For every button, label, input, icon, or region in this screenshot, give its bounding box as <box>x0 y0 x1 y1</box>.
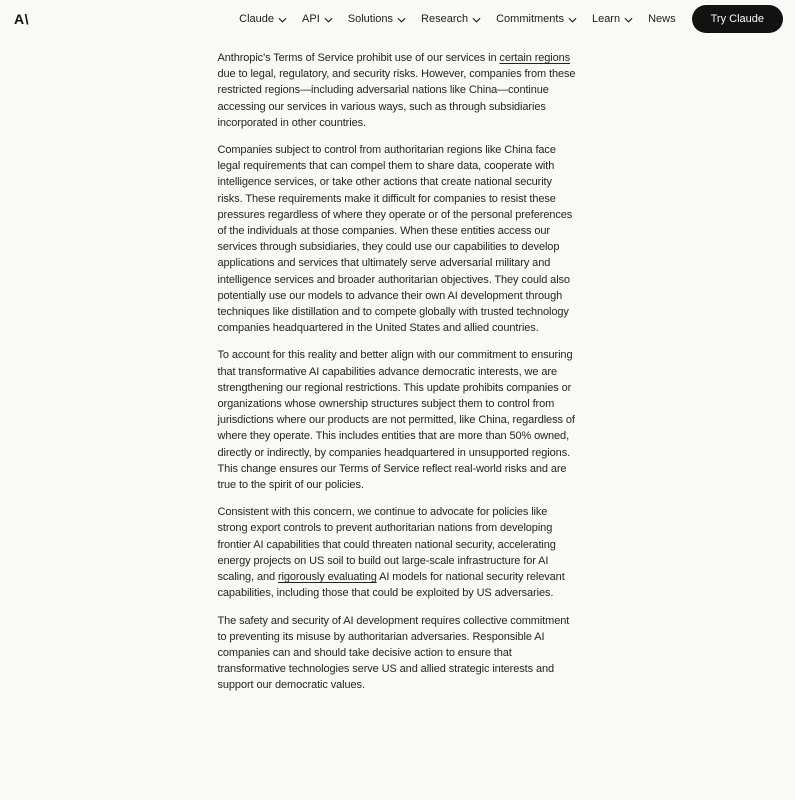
nav-item-research[interactable] <box>421 13 481 25</box>
paragraph <box>218 142 578 336</box>
paragraph-text: The safety and security of AI development requires collective commitment to preventing its misuse by authoritarian adversaries. Responsible AI companies can and should take decisive action to ensure that transformative technologies serve US and allied strategic interests and support our democratic values. <box>217 614 570 692</box>
chevron-down-icon <box>278 17 287 23</box>
paragraph-text: Companies subject to control from authoritarian regions like China face legal requirements that can compel them to share data, cooperate with intelligence services, or take other actions that create national security risks. These requirements make it difficult for companies to resist these pressures regardless of where they operate or of the personal preferences of the individuals at those companies. When these entities access our services through subsidiaries, they could use our capabilities to develop applications and services that ultimately serve adversarial military and intelligence services and broader authoritarian objectives. They could also potentially use our models to advance their own AI development through techniques like distillation and to compete globally with trusted technology companies headquartered in the United States and allied countries. <box>217 144 573 335</box>
article-body <box>218 38 578 705</box>
site-header <box>0 0 795 38</box>
try-claude-button[interactable]: Try Claude <box>692 5 783 33</box>
chevron-down-icon <box>624 17 633 23</box>
paragraph-text: AI models for national security relevant capabilities, including those that could be exploited by US adversaries. <box>217 571 565 600</box>
header-right <box>239 5 783 33</box>
paragraph <box>218 347 578 493</box>
page-main <box>0 38 795 705</box>
nav-item-label: Learn <box>591 13 621 25</box>
chevron-down-icon <box>568 17 577 23</box>
paragraph-text: To account for this reality and better align with our commitment to ensuring that transformative AI capabilities advance democratic interests, we are strengthening our regional restrictions. This update prohibits companies or organizations whose ownership structures subject them to control from jurisdictions where our products are not permitted, like China, regardless of where they operate. This includes entities that are more than 50% owned, directly or indirectly, by companies headquartered in unsupported regions. This change ensures our Terms of Service reflect real-world risks and are true to the spirit of our policies. <box>217 349 575 492</box>
nav-item-api[interactable] <box>302 13 333 25</box>
chevron-down-icon <box>397 17 406 23</box>
chevron-down-icon <box>324 17 333 23</box>
chevron-down-icon <box>472 17 481 23</box>
nav-item-claude[interactable] <box>239 13 287 25</box>
nav-item-news[interactable] <box>648 13 676 25</box>
paragraph <box>218 613 578 694</box>
paragraph-text: Anthropic's Terms of Service prohibit use of our services in <box>217 52 500 64</box>
nav-item-label: News <box>648 13 676 25</box>
paragraph-text: due to legal, regulatory, and security risks. However, companies from these restricted regions—including adversarial nations like China—continue accessing our services in various ways, such as through subsidiaries incorporated in other countries. <box>217 68 576 129</box>
paragraph <box>218 50 578 131</box>
nav-item-label: Claude <box>239 13 275 25</box>
nav-item-solutions[interactable] <box>348 13 406 25</box>
inline-link[interactable]: certain regions <box>499 52 571 64</box>
nav-item-learn[interactable] <box>592 13 633 25</box>
inline-link[interactable]: rigorously evaluating <box>277 571 377 584</box>
paragraph-text: Consistent with this concern, we continue to advocate for policies like strong export controls to prevent authoritarian nations from developing frontier AI capabilities that could threaten national security, accelerating energy projects on US soil to build out large-scale infrastructure for AI scaling, and <box>217 506 556 584</box>
anthropic-logo[interactable]: A\ <box>14 11 29 27</box>
nav-item-label: Solutions <box>347 13 394 25</box>
paragraph <box>218 504 578 601</box>
nav-item-label: Research <box>421 13 469 25</box>
nav-item-label: Commitments <box>496 13 564 25</box>
main-nav <box>239 13 675 25</box>
nav-item-commitments[interactable] <box>496 13 577 25</box>
nav-item-label: API <box>302 13 320 25</box>
